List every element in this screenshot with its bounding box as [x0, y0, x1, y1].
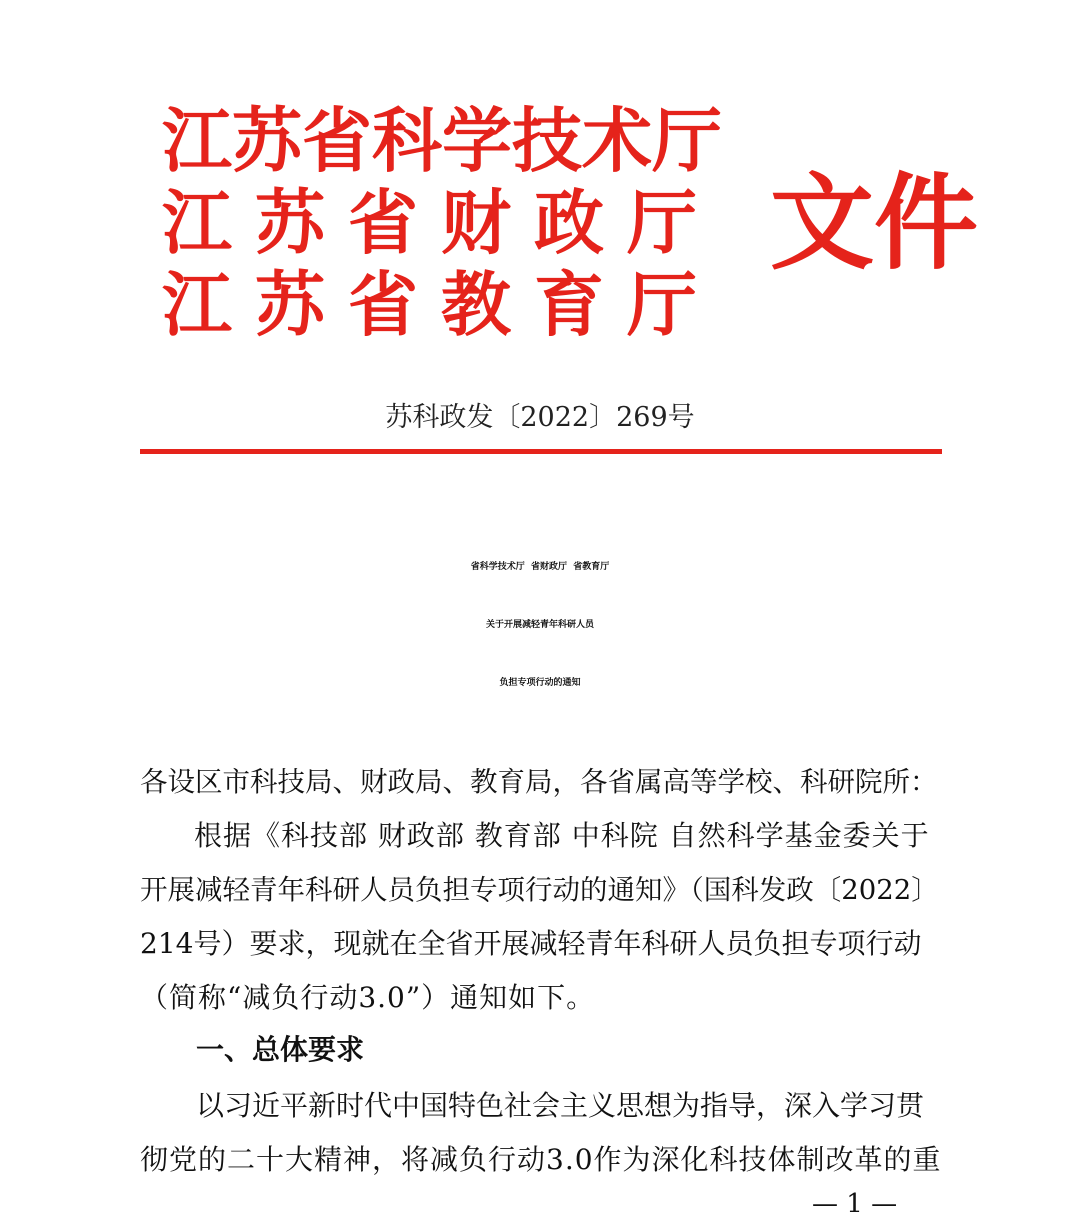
document-number: 苏科政发〔2022〕269号: [385, 402, 695, 433]
issuer-education-department: 江苏省教育厅: [162, 263, 720, 346]
title-line: 负担专项行动的通知: [499, 678, 581, 688]
title-line: 省科学技术厅 省财政厅 省教育厅: [470, 562, 610, 572]
issuer-science-department: 江苏省科学技术厅: [162, 99, 722, 182]
red-divider-rule: [140, 449, 942, 454]
paragraph-line: 彻党的二十大精神，将减负行动3.0作为深化科技体制改革的重: [140, 1143, 942, 1176]
title-line: 关于开展减轻青年科研人员: [485, 620, 594, 630]
issuer-block: [162, 100, 722, 346]
paragraph-line: 以习近平新时代中国特色社会主义思想为指导，深入学习贯: [196, 1089, 925, 1122]
paragraph-line: 根据《科技部 财政部 教育部 中科院 自然科学基金委关于: [194, 819, 930, 852]
page-number: — 1 —: [812, 1189, 898, 1219]
addressee-line: 各设区市科技局、财政局、教育局，各省属高等学校、科研院所：: [140, 766, 938, 798]
paragraph-line: （简称“减负行动3.0”）通知如下。: [140, 981, 596, 1014]
section-heading: 一、总体要求: [196, 1033, 365, 1066]
paragraph-line: 214号）要求，现就在全省开展减轻青年科研人员负担专项行动: [140, 927, 922, 960]
document-type-label: 文件: [770, 161, 979, 284]
document-title: [0, 538, 1080, 712]
issuer-finance-department: 江苏省财政厅: [162, 181, 720, 264]
paragraph-line: 开展减轻青年科研人员负担专项行动的通知》（国科发政〔2022〕: [140, 874, 939, 906]
